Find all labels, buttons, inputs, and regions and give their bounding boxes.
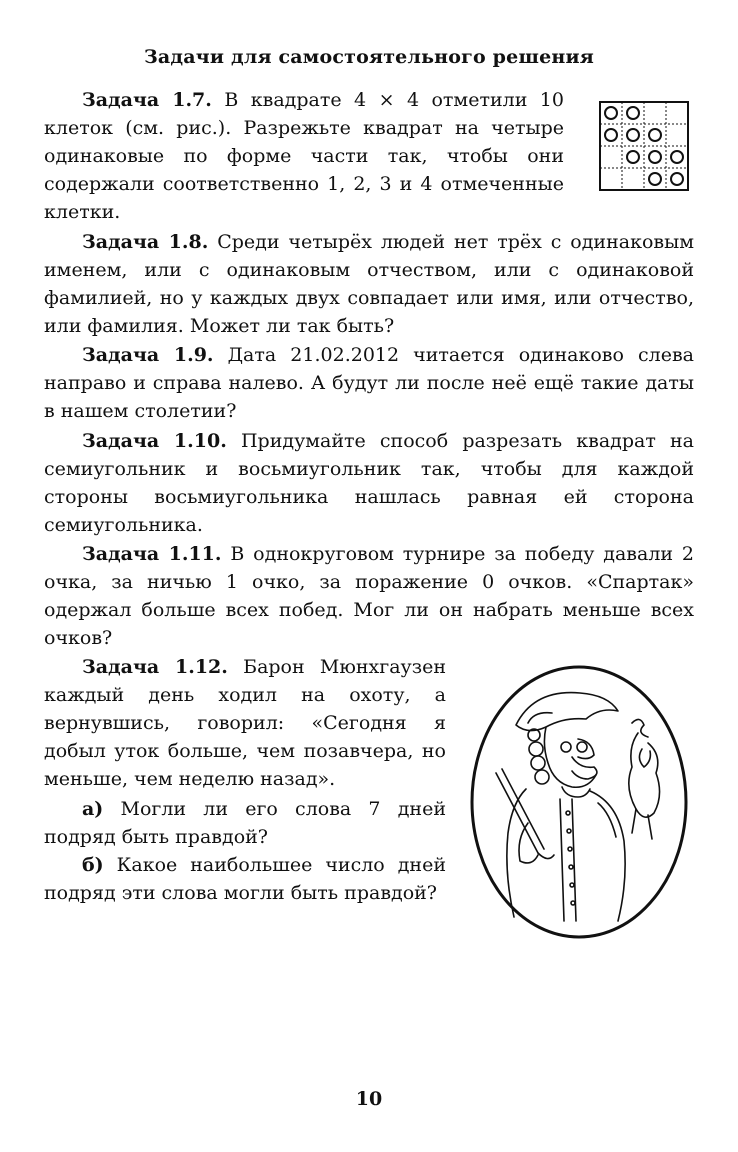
problem-1-11 [44, 540, 694, 652]
problem-text: В квадрате 4 × 4 отметили 10 клеток (см. рис.). Разрежьте квадрат на четыре одинаковые по форме части так, чтобы они содержали соответственно 1, 2, 3 и 4 отмеченные клетки. [44, 89, 564, 223]
page-number: 10 [355, 1088, 383, 1110]
problem-1-12 [44, 653, 446, 793]
problem-text: В однокруговом турнире за победу давали 2 очка, за ничью 1 очко, за поражение 0 очков. «Спартак» одержал больше всех побед. Мог ли он набрать меньше всех очков? [44, 543, 694, 649]
marked-cell [671, 151, 683, 163]
marked-grid-figure [596, 98, 692, 194]
marked-cell [627, 151, 639, 163]
problem-1-9 [44, 341, 694, 425]
grid-lines [600, 102, 688, 190]
problem-text: Придумайте способ разрезать квадрат на семиугольник и восьмиугольник так, чтобы для каждой стороны восьмиугольника нашлась равная ей сторона семиугольника. [44, 430, 695, 536]
problem-label: Задача 1.10. [82, 430, 227, 452]
baron-munchausen-illustration [468, 663, 690, 941]
marked-cell [649, 173, 661, 185]
problem-label: Задача 1.11. [82, 543, 222, 565]
sub-question-b [44, 851, 446, 907]
problem-1-8 [44, 228, 694, 340]
marked-cell [649, 129, 661, 141]
problem-label: Задача 1.12. [82, 656, 228, 678]
problem-text: Среди четырёх людей нет трёх с одинаковым именем, или с одинаковым отчеством, или с одинаковой фамилией, но у каждых двух совпадает или имя, или отчество, или фамилия. Может ли так быть? [44, 231, 694, 337]
problem-label: Задача 1.7. [82, 89, 212, 111]
marked-cell [671, 173, 683, 185]
problem-label: Задача 1.8. [82, 231, 209, 253]
problem-label: Задача 1.9. [82, 344, 214, 366]
problem-text: Дата 21.02.2012 читается одинаково слева направо и справа налево. А будут ли после неё ещё такие даты в нашем столетии? [44, 344, 694, 422]
marked-cell [605, 129, 617, 141]
sub-question-text: Могли ли его слова 7 дней подряд быть правдой? [44, 798, 446, 848]
marked-cell [649, 151, 661, 163]
problem-1-10 [44, 427, 694, 539]
marked-cell [627, 129, 639, 141]
sub-question-label: б) [82, 854, 104, 876]
problem-text: Барон Мюнхгаузен каждый день ходил на охоту, а вернувшись, говорил: «Сегодня я добыл уток больше, чем позавчера, но меньше, чем неделю назад». [44, 656, 446, 790]
marked-cell [627, 107, 639, 119]
sub-question-a [44, 795, 446, 851]
marked-cell [605, 107, 617, 119]
section-heading: Задачи для самостоятельного решения [143, 46, 594, 68]
problem-1-7 [44, 86, 564, 226]
sub-question-label: а) [82, 798, 104, 820]
sub-question-text: Какое наибольшее число дней подряд эти слова могли быть правдой? [44, 854, 446, 904]
